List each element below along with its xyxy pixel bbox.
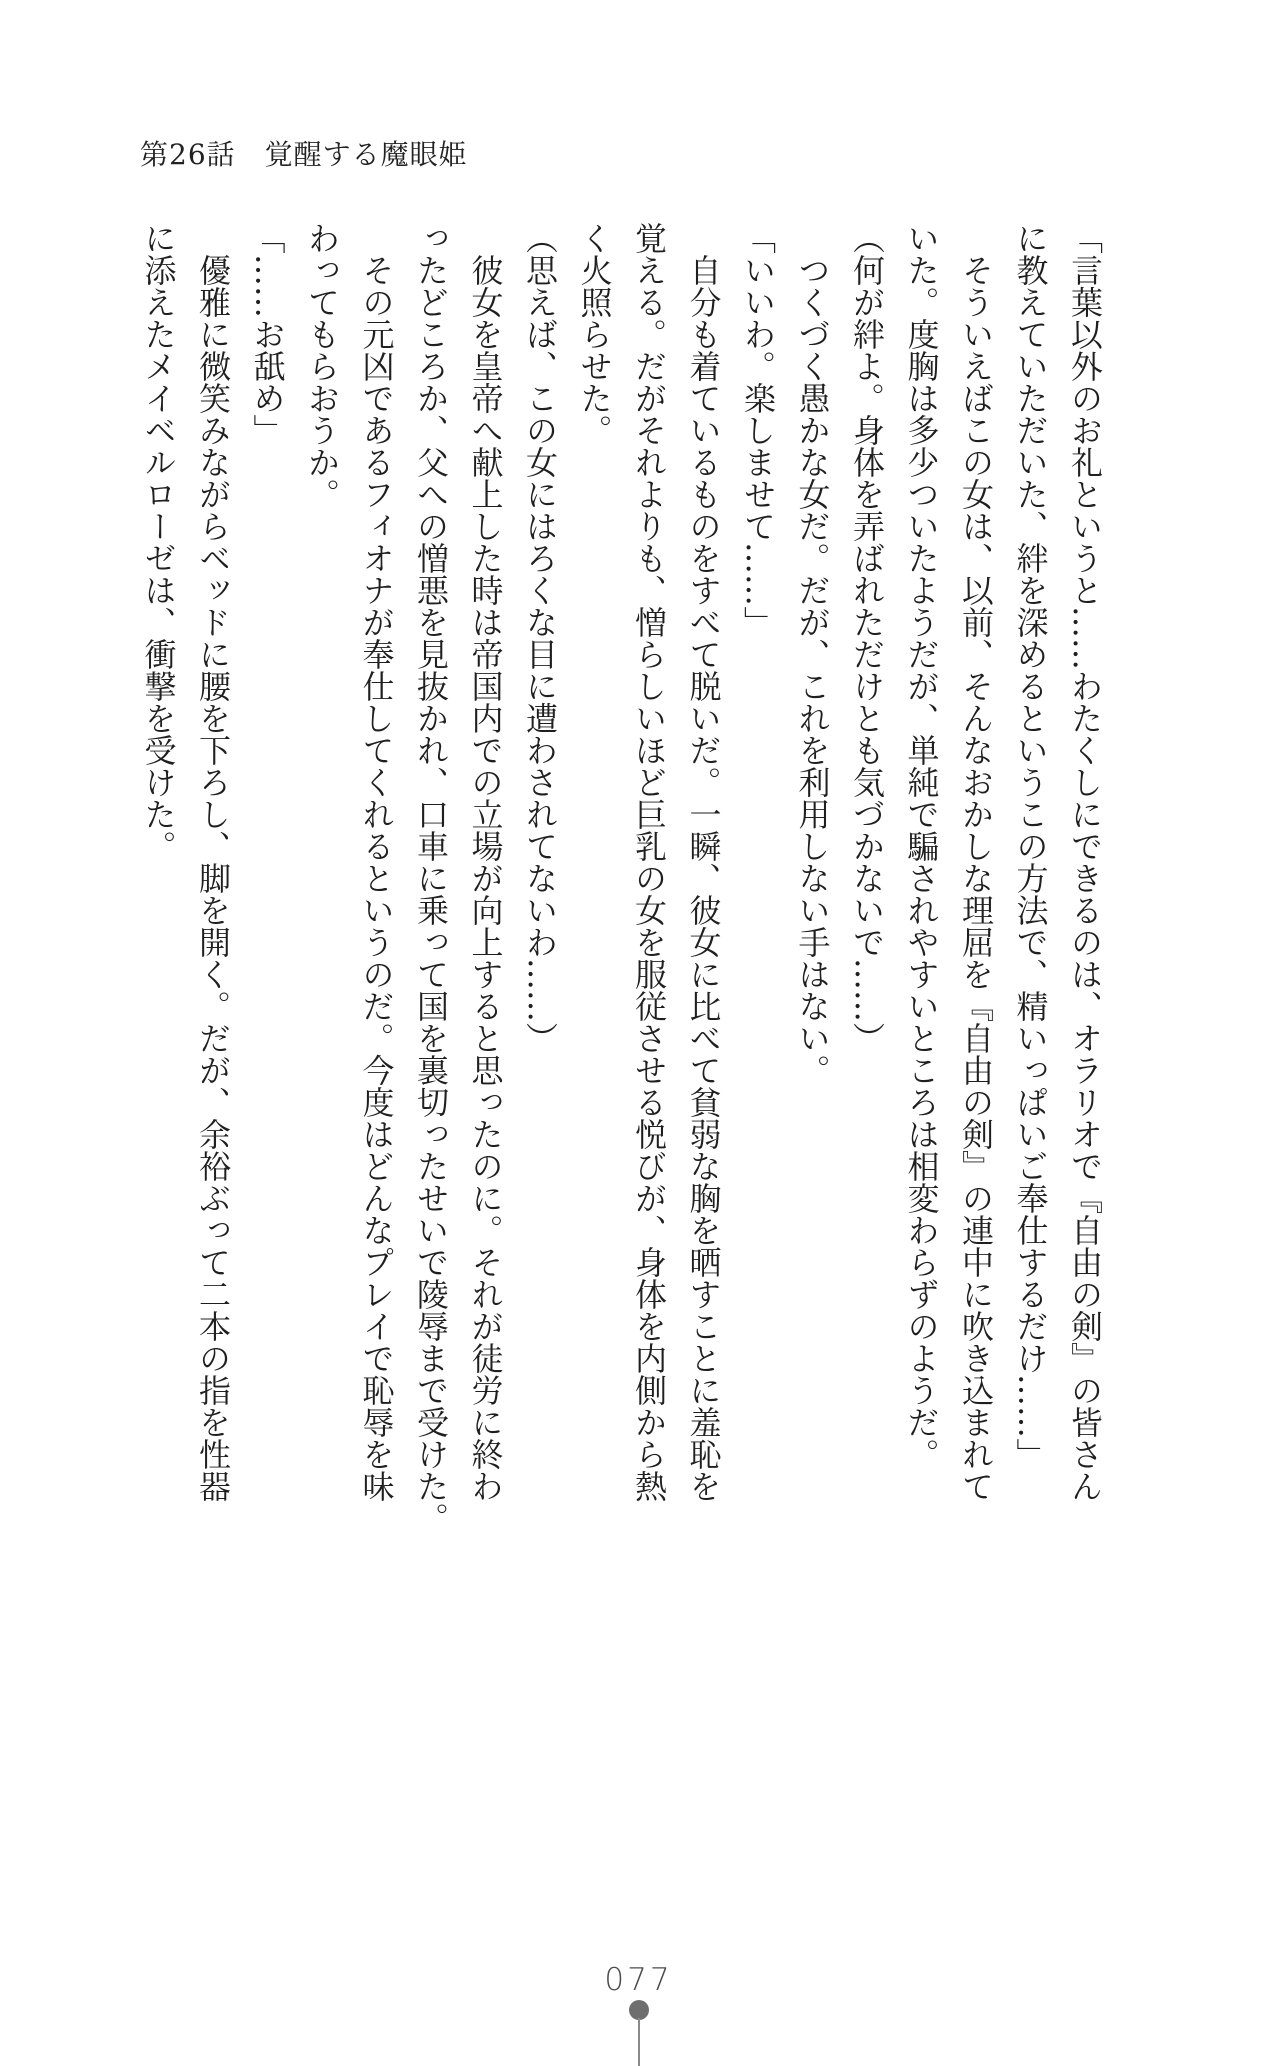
chapter-title: 第26話 覚醒する魔眼姫 (140, 138, 468, 171)
text-line: 覚える。だがそれよりも、憎らしいほど巨乳の女を服従させる悦びが、身体を内側から熱 (630, 222, 668, 1502)
text-line: わってもらおうか。 (303, 222, 341, 510)
text-line: （思えば、この女にはろくな目に遭わされてないわ……） (521, 222, 559, 1054)
text-line: そういえばこの女は、以前、そんなおかしな理屈を『自由の剣』の連中に吹き込まれて (957, 254, 995, 1502)
text-line: 優雅に微笑みながらベッドに腰を下ろし、脚を開く。だが、余裕ぶって二本の指を性器 (194, 254, 232, 1502)
text-line: 彼女を皇帝へ献上した時は帝国内での立場が向上すると思ったのに。それが徒労に終わ (466, 254, 505, 1502)
text-line: いた。度胸は多少ついたようだが、単純で騙されやすいところは相変わらずのようだ。 (902, 222, 941, 1470)
footer-stem-line (638, 2018, 640, 2066)
footer-dot-icon (629, 2000, 649, 2020)
body-text (131, 222, 1112, 1534)
text-line: 自分も着ているものをすべて脱いだ。一瞬、彼女に比べて貧弱な胸を晒すことに羞恥を (684, 254, 723, 1502)
text-line: く火照らせた。 (575, 222, 614, 446)
page-number: 077 (604, 1962, 673, 1998)
text-line: 「いいわ。楽しませて……」 (739, 222, 777, 638)
text-line: に添えたメイベルローゼは、衝撃を受けた。 (139, 222, 178, 862)
text-line: （何が絆よ。身体を弄ばれただけとも気づかないで……） (848, 222, 886, 1054)
text-line: 「……お舐め」 (248, 222, 287, 446)
text-line: その元凶であるフィオナが奉仕してくれるというのだ。今度はどんなプレイで恥辱を味 (357, 254, 396, 1502)
text-line: つくづく愚かな女だ。だが、これを利用しない手はない。 (793, 254, 832, 1086)
text-line: に教えていただいた、絆を深めるというこの方法で、精いっぱいご奉仕するだけ……」 (1011, 222, 1050, 1470)
text-line: ったどころか、父への憎悪を見抜かれ、口車に乗って国を裏切ったせいで陵辱まで受けた。 (412, 222, 450, 1534)
text-line: 「言葉以外のお礼というと……わたくしにできるのは、オラリオで『自由の剣』の皆さん (1066, 222, 1104, 1502)
